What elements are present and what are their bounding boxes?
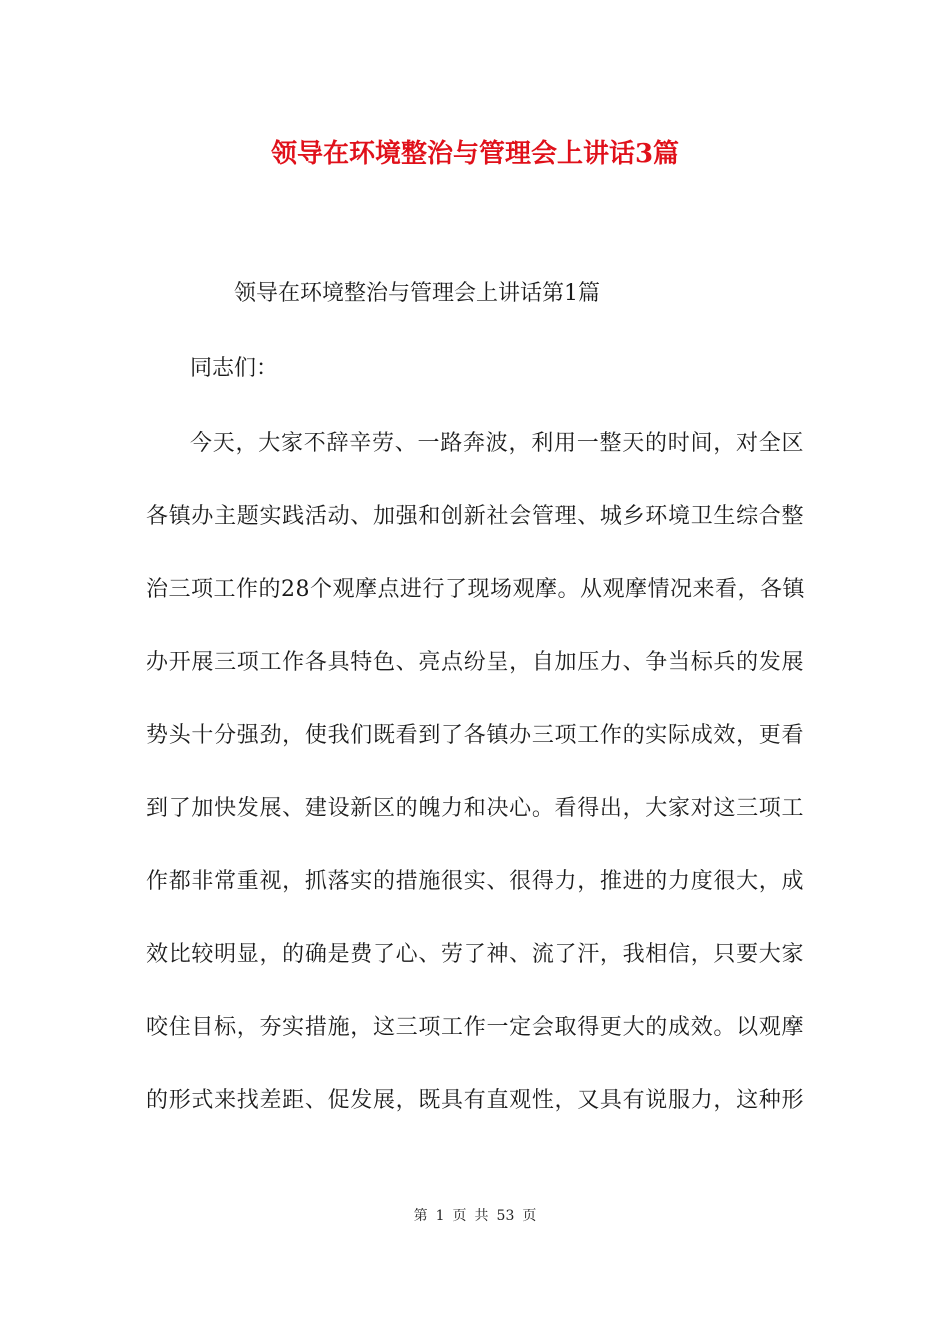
footer-total-pages: 53: [496, 1208, 515, 1224]
paragraph-line: 办开展三项工作各具特色、亮点纷呈，自加压力、争当标兵的发展: [146, 650, 804, 675]
document-title: 领导在环境整治与管理会上讲话3篇: [270, 139, 680, 169]
body-paragraph: [146, 424, 804, 1154]
paragraph-line: 势头十分强劲，使我们既看到了各镇办三项工作的实际成效，更看: [146, 723, 804, 748]
footer-label-page: 第: [413, 1208, 428, 1224]
paragraph-line: 今天，大家不辞辛劳、一路奔波，利用一整天的时间，对全区: [190, 431, 804, 456]
paragraph-line: 作都非常重视，抓落实的措施很实、很得力，推进的力度很大，成: [146, 869, 804, 894]
greeting-text: 同志们：: [190, 356, 279, 381]
page-footer: [0, 1206, 950, 1226]
paragraph-line: 的形式来找差距、促发展，既具有直观性，又具有说服力，这种形: [146, 1088, 804, 1113]
paragraph-line: 咬住目标，夯实措施，这三项工作一定会取得更大的成效。以观摩: [146, 1015, 804, 1040]
section-title: 领导在环境整治与管理会上讲话第1篇: [234, 281, 600, 306]
paragraph-line: 各镇办主题实践活动、加强和创新社会管理、城乡环境卫生综合整: [146, 504, 804, 529]
footer-label-page-unit: 页: [452, 1208, 467, 1224]
footer-label-total-unit: 页: [522, 1208, 537, 1224]
footer-current-page: 1: [435, 1208, 445, 1224]
footer-label-total: 共: [474, 1208, 489, 1224]
paragraph-line: 效比较明显，的确是费了心、劳了神、流了汗，我相信，只要大家: [146, 942, 804, 967]
paragraph-line: 治三项工作的28个观摩点进行了现场观摩。从观摩情况来看，各镇: [146, 577, 805, 602]
paragraph-line: 到了加快发展、建设新区的魄力和决心。看得出，大家对这三项工: [146, 796, 804, 821]
